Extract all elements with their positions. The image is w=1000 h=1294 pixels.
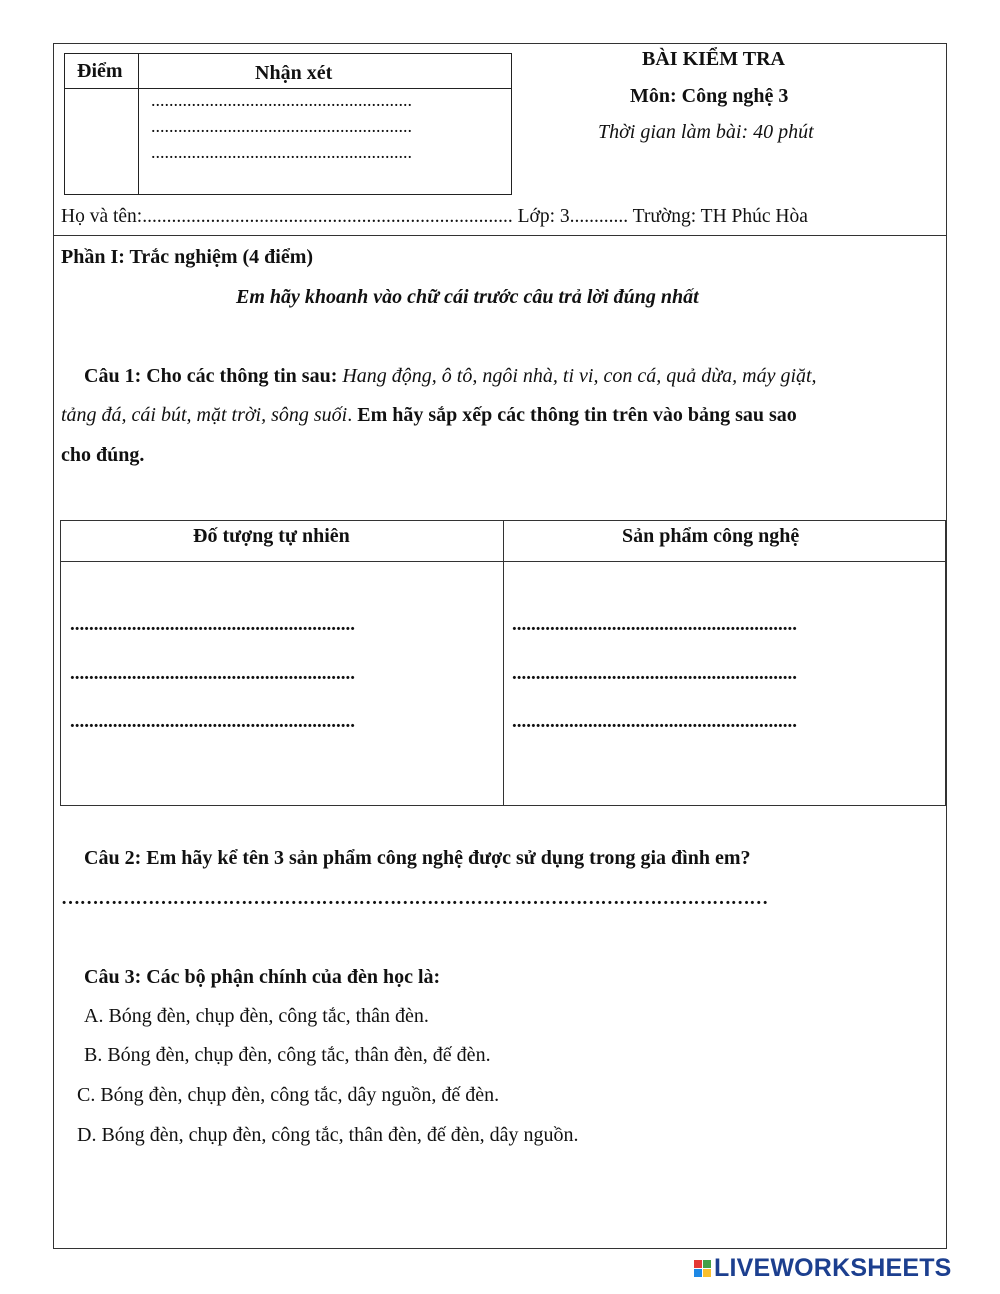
exam-title: BÀI KIỂM TRA: [642, 48, 785, 70]
table-header-divider: [61, 561, 945, 562]
natural-answer-line-1[interactable]: ............................................................: [70, 614, 355, 635]
table-column-divider: [503, 521, 504, 805]
question-1-label: Câu 1: Cho các thông tin sau:: [84, 365, 338, 387]
comment-line-1[interactable]: ..........................................................: [151, 90, 412, 110]
comment-label: Nhận xét: [255, 62, 333, 84]
score-box-header-line: [65, 88, 511, 89]
question-1-instruction-1: Em hãy sắp xếp các thông tin trên vào bảng sau sao: [357, 404, 797, 426]
logo-square-blue: [694, 1269, 702, 1277]
question-3-option-c[interactable]: C. Bóng đèn, chụp đèn, công tắc, dây nguồn, đế đèn.: [77, 1084, 500, 1106]
classification-table: [60, 520, 946, 806]
question-2-answer-line[interactable]: ……………………………………………………………………………………………………: [61, 888, 768, 909]
comment-line-2[interactable]: ..........................................................: [151, 116, 412, 136]
question-1-instruction-2: cho đúng.: [61, 444, 145, 466]
score-box-divider: [138, 54, 139, 194]
natural-answer-line-3[interactable]: ............................................................: [70, 711, 355, 732]
question-1-line-2: [61, 404, 797, 427]
technology-answer-line-3[interactable]: ............................................................: [512, 711, 797, 732]
logo-square-red: [694, 1260, 702, 1268]
technology-answer-line-2[interactable]: ............................................................: [512, 663, 797, 684]
exam-duration: Thời gian làm bài: 40 phút: [598, 121, 814, 143]
section-1-heading: Phần I: Trắc nghiệm (4 điểm): [61, 246, 314, 268]
student-info-line[interactable]: Họ và tên:............................................................................ Lớp: 3............ Trường: TH Phúc Hòa: [61, 206, 808, 227]
section-1-instruction: Em hãy khoanh vào chữ cái trước câu trả lời đúng nhất: [236, 286, 699, 308]
question-1-items-1: Hang động, ô tô, ngôi nhà, ti vi, con cá, quả dừa, máy giặt,: [342, 365, 817, 387]
header-divider: [53, 235, 947, 236]
comment-line-3[interactable]: ..........................................................: [151, 142, 412, 162]
question-3-text: Câu 3: Các bộ phận chính của đèn học là:: [84, 966, 441, 988]
natural-answer-line-2[interactable]: ............................................................: [70, 663, 355, 684]
table-header-technology: Sản phẩm công nghệ: [622, 525, 800, 547]
exam-subject: Môn: Công nghệ 3: [630, 85, 789, 107]
table-header-natural: Đố tượng tự nhiên: [193, 525, 350, 547]
question-1-line-1: [84, 365, 817, 388]
question-1-dot: .: [347, 404, 353, 426]
question-3-option-d[interactable]: D. Bóng đèn, chụp đèn, công tắc, thân đèn, đế đèn, dây nguồn.: [77, 1124, 579, 1146]
logo-square-green: [703, 1260, 711, 1268]
score-comment-box: [64, 53, 512, 195]
question-1-items-2: tảng đá, cái bút, mặt trời, sông suối: [61, 404, 348, 426]
question-3-option-a[interactable]: A. Bóng đèn, chụp đèn, công tắc, thân đèn.: [84, 1005, 429, 1027]
question-2-text: Câu 2: Em hãy kể tên 3 sản phẩm công nghệ được sử dụng trong gia đình em?: [84, 847, 751, 869]
question-3-option-b[interactable]: B. Bóng đèn, chụp đèn, công tắc, thân đèn, đế đèn.: [84, 1044, 491, 1066]
logo-square-yellow: [703, 1269, 711, 1277]
technology-answer-line-1[interactable]: ............................................................: [512, 614, 797, 635]
score-label: Điểm: [77, 60, 123, 82]
logo-brand-text: LIVEWORKSHEETS: [714, 1254, 952, 1282]
